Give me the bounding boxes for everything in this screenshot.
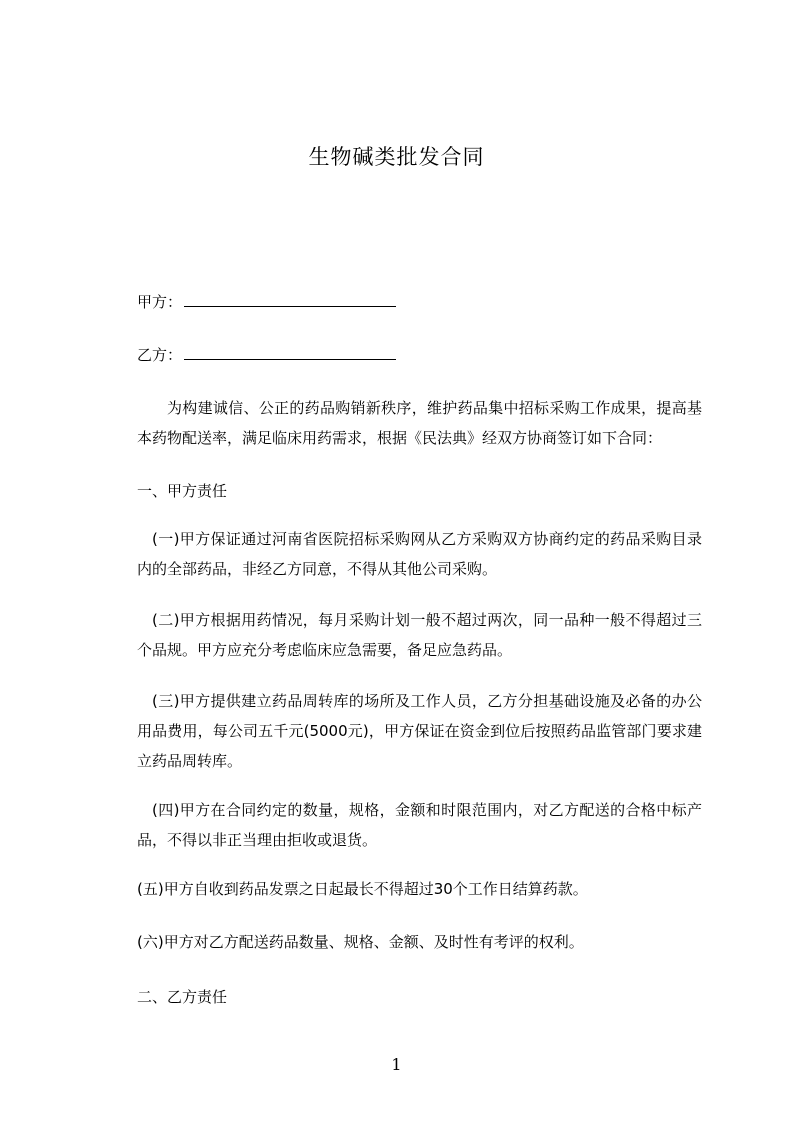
party-a-label: 甲方：	[137, 293, 183, 311]
party-b-label: 乙方：	[137, 346, 183, 364]
intro-paragraph: 为构建诚信、公正的药品购销新秩序，维护药品集中招标采购工作成果，提高基本药物配送率，满足临床用药需求，根据《民法典》经双方协商签订如下合同：	[137, 399, 702, 447]
page-number: 1	[391, 1055, 402, 1074]
party-a-blank	[184, 291, 396, 307]
clause-4: (四)甲方在合同约定的数量，规格，金额和时限范围内，对乙方配送的合格中标产品，不得以非正当理由拒收或退货。	[137, 801, 702, 849]
party-b-blank	[184, 344, 396, 360]
clause-1: (一)甲方保证通过河南省医院招标采购网从乙方采购双方协商约定的药品采购目录内的全部药品，非经乙方同意，不得从其他公司采购。	[137, 530, 702, 578]
section-2-heading: 二、乙方责任	[137, 988, 228, 1006]
clause-3: (三)甲方提供建立药品周转库的场所及工作人员，乙方分担基础设施及必备的办公用品费用，每公司五千元(5000元)，甲方保证在资金到位后按照药品监管部门要求建立药品周转库。	[137, 692, 702, 770]
clause-2: (二)甲方根据用药情况，每月采购计划一般不超过两次，同一品种一般不得超过三个品规。甲方应充分考虑临床应急需要，备足应急药品。	[137, 611, 702, 659]
clause-6: (六)甲方对乙方配送药品数量、规格、金额、及时性有考评的权利。	[137, 933, 584, 951]
party-b-line	[137, 344, 396, 365]
document-title: 生物碱类批发合同	[308, 145, 485, 169]
clause-5: (五)甲方自收到药品发票之日起最长不得超过30个工作日结算药款。	[137, 880, 588, 898]
party-a-line	[137, 291, 396, 312]
section-1-heading: 一、甲方责任	[137, 482, 228, 500]
